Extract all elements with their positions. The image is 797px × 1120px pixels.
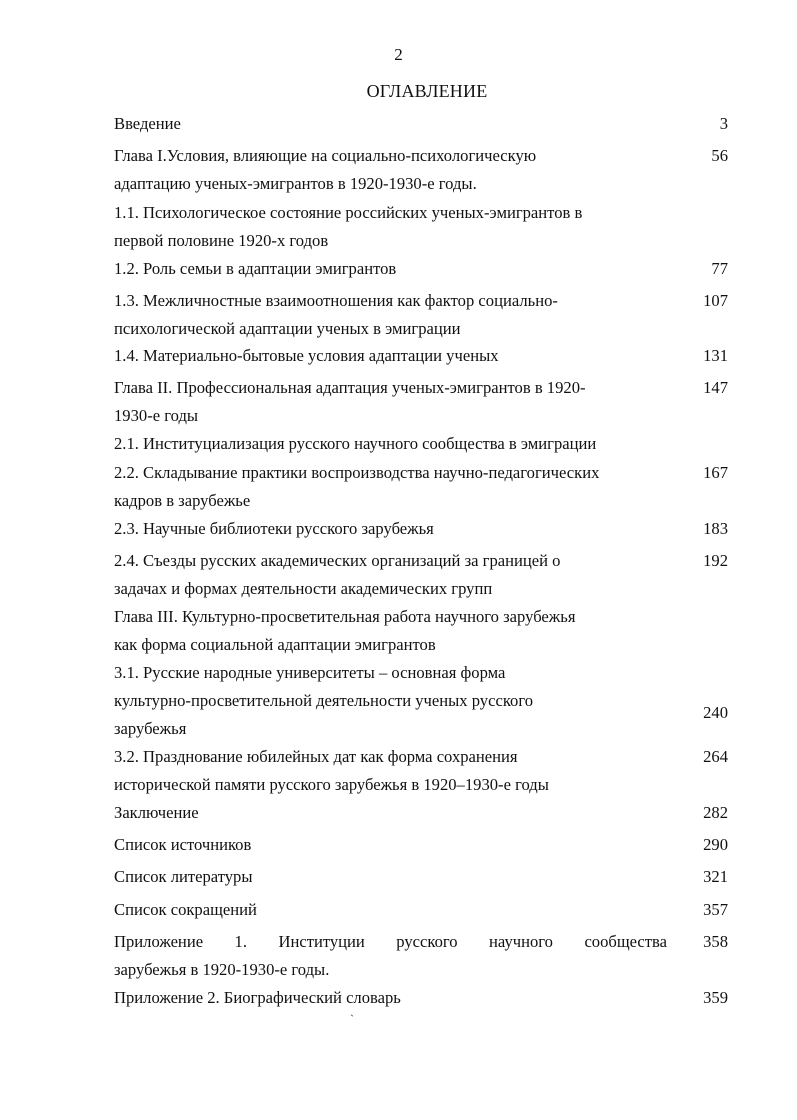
toc-entry-line: культурно-просветительной деятельности ученых русского [114,691,534,710]
toc-entry-line: 1.2. Роль семьи в адаптации эмигрантов [114,259,397,278]
toc-entry-introduction [114,110,728,138]
toc-entry-line: Приложение 2. Биографический словарь [114,988,401,1007]
toc-entry-line: 1.1. Психологическое состояние российских ученых-эмигрантов в [114,203,583,222]
toc-entry-section-2-1 [114,430,728,458]
toc-entry-section-2-3 [114,515,728,543]
toc-title: ОГЛАВЛЕНИЕ [366,81,488,101]
toc-entry-line: кадров в зарубежье [114,491,251,510]
toc-entry-line: Глава II. Профессиональная адаптация ученых-эмигрантов в 1920- [114,378,586,397]
toc-entry-line: исторической памяти русского зарубежья в 1920–1930-е годы [114,775,549,794]
toc-entry-line: 3.2. Празднование юбилейных дат как форма сохранения [114,747,518,766]
toc-entry-chapter-1 [114,142,728,198]
toc-entry-line: первой половине 1920-х годов [114,231,329,250]
stray-mark: ` [350,1012,354,1026]
toc-entry-line: зарубежья в 1920-1930-е годы. [114,960,330,979]
toc-entry-line: Список сокращений [114,900,257,919]
toc-entry-literature [114,863,728,891]
toc-entry-line: как форма социальной адаптации эмигрантов [114,635,436,654]
toc-entry-appendix-2 [114,984,728,1012]
toc-entry-line: 1.3. Межличностные взаимоотношения как фактор социально- [114,291,558,310]
toc-page-number: 77 [711,259,728,278]
toc-entry-line: Глава III. Культурно-просветительная работа научного зарубежья [114,607,576,626]
toc-entry-section-3-1 [114,659,728,743]
toc-entry-line: задачах и формах деятельности академических групп [114,579,493,598]
toc-entry-conclusion [114,799,728,827]
toc-entry-line: адаптацию ученых-эмигрантов в 1920-1930-е годы. [114,174,477,193]
toc-entry-section-1-4 [114,342,728,370]
toc-entry-line: 2.4. Съезды русских академических организаций за границей о [114,551,561,570]
toc-page-number: 282 [703,803,728,822]
toc-page-number: 358 [703,932,728,951]
toc-entry-section-1-2 [114,255,728,283]
toc-entry-sources [114,831,728,859]
toc-entry-section-2-2 [114,459,728,515]
toc-entry-line: Список литературы [114,867,253,886]
toc-entry-line: Глава I.Условия, влияющие на социально-психологическую [114,146,537,165]
toc-page-number: 131 [703,346,728,365]
toc-page-number: 183 [703,519,728,538]
toc-entry-line: Заключение [114,803,199,822]
toc-page-number: 264 [703,747,728,766]
toc-entry-chapter-3 [114,603,728,659]
toc-page-number: 192 [703,551,728,570]
toc-entry-section-3-2 [114,743,728,799]
toc-entry-section-1-3 [114,287,728,343]
toc-page-number: 321 [703,867,728,886]
toc-entry-section-1-1 [114,199,728,255]
toc-page-number: 3 [719,114,728,133]
toc-entry-line: 2.2. Складывание практики воспроизводства научно-педагогических [114,463,600,482]
toc-entry-line: Приложение 1. Институции русского научного сообщества [114,932,667,951]
toc-entry-chapter-2 [114,374,728,430]
toc-entry-line: психологической адаптации ученых в эмиграции [114,319,461,338]
toc-entry-abbreviations [114,896,728,924]
toc-page-number: 167 [703,463,728,482]
toc-page-number: 56 [711,146,728,165]
toc-page-number: 290 [703,835,728,854]
toc-entry-line: Введение [114,114,181,133]
toc-entry-line: 3.1. Русские народные университеты – основная форма [114,663,506,682]
toc-entry-section-2-4 [114,547,728,603]
toc-entry-line: зарубежья [114,719,187,738]
toc-page-number: 357 [703,900,728,919]
toc-entry-line: 1930-е годы [114,406,199,425]
toc-entry-line: Список источников [114,835,252,854]
toc-entry-line: 2.1. Институциализация русского научного сообщества в эмиграции [114,434,597,453]
toc-entry-line: 2.3. Научные библиотеки русского зарубежья [114,519,434,538]
toc-page-number: 359 [703,988,728,1007]
toc-entry-appendix-1 [114,928,728,984]
toc-page-number: 240 [703,703,728,722]
toc-entry-line: 1.4. Материально-бытовые условия адаптации ученых [114,346,499,365]
toc-page-number: 107 [703,291,728,310]
page-number: 2 [394,45,403,64]
toc-page-number: 147 [703,378,728,397]
